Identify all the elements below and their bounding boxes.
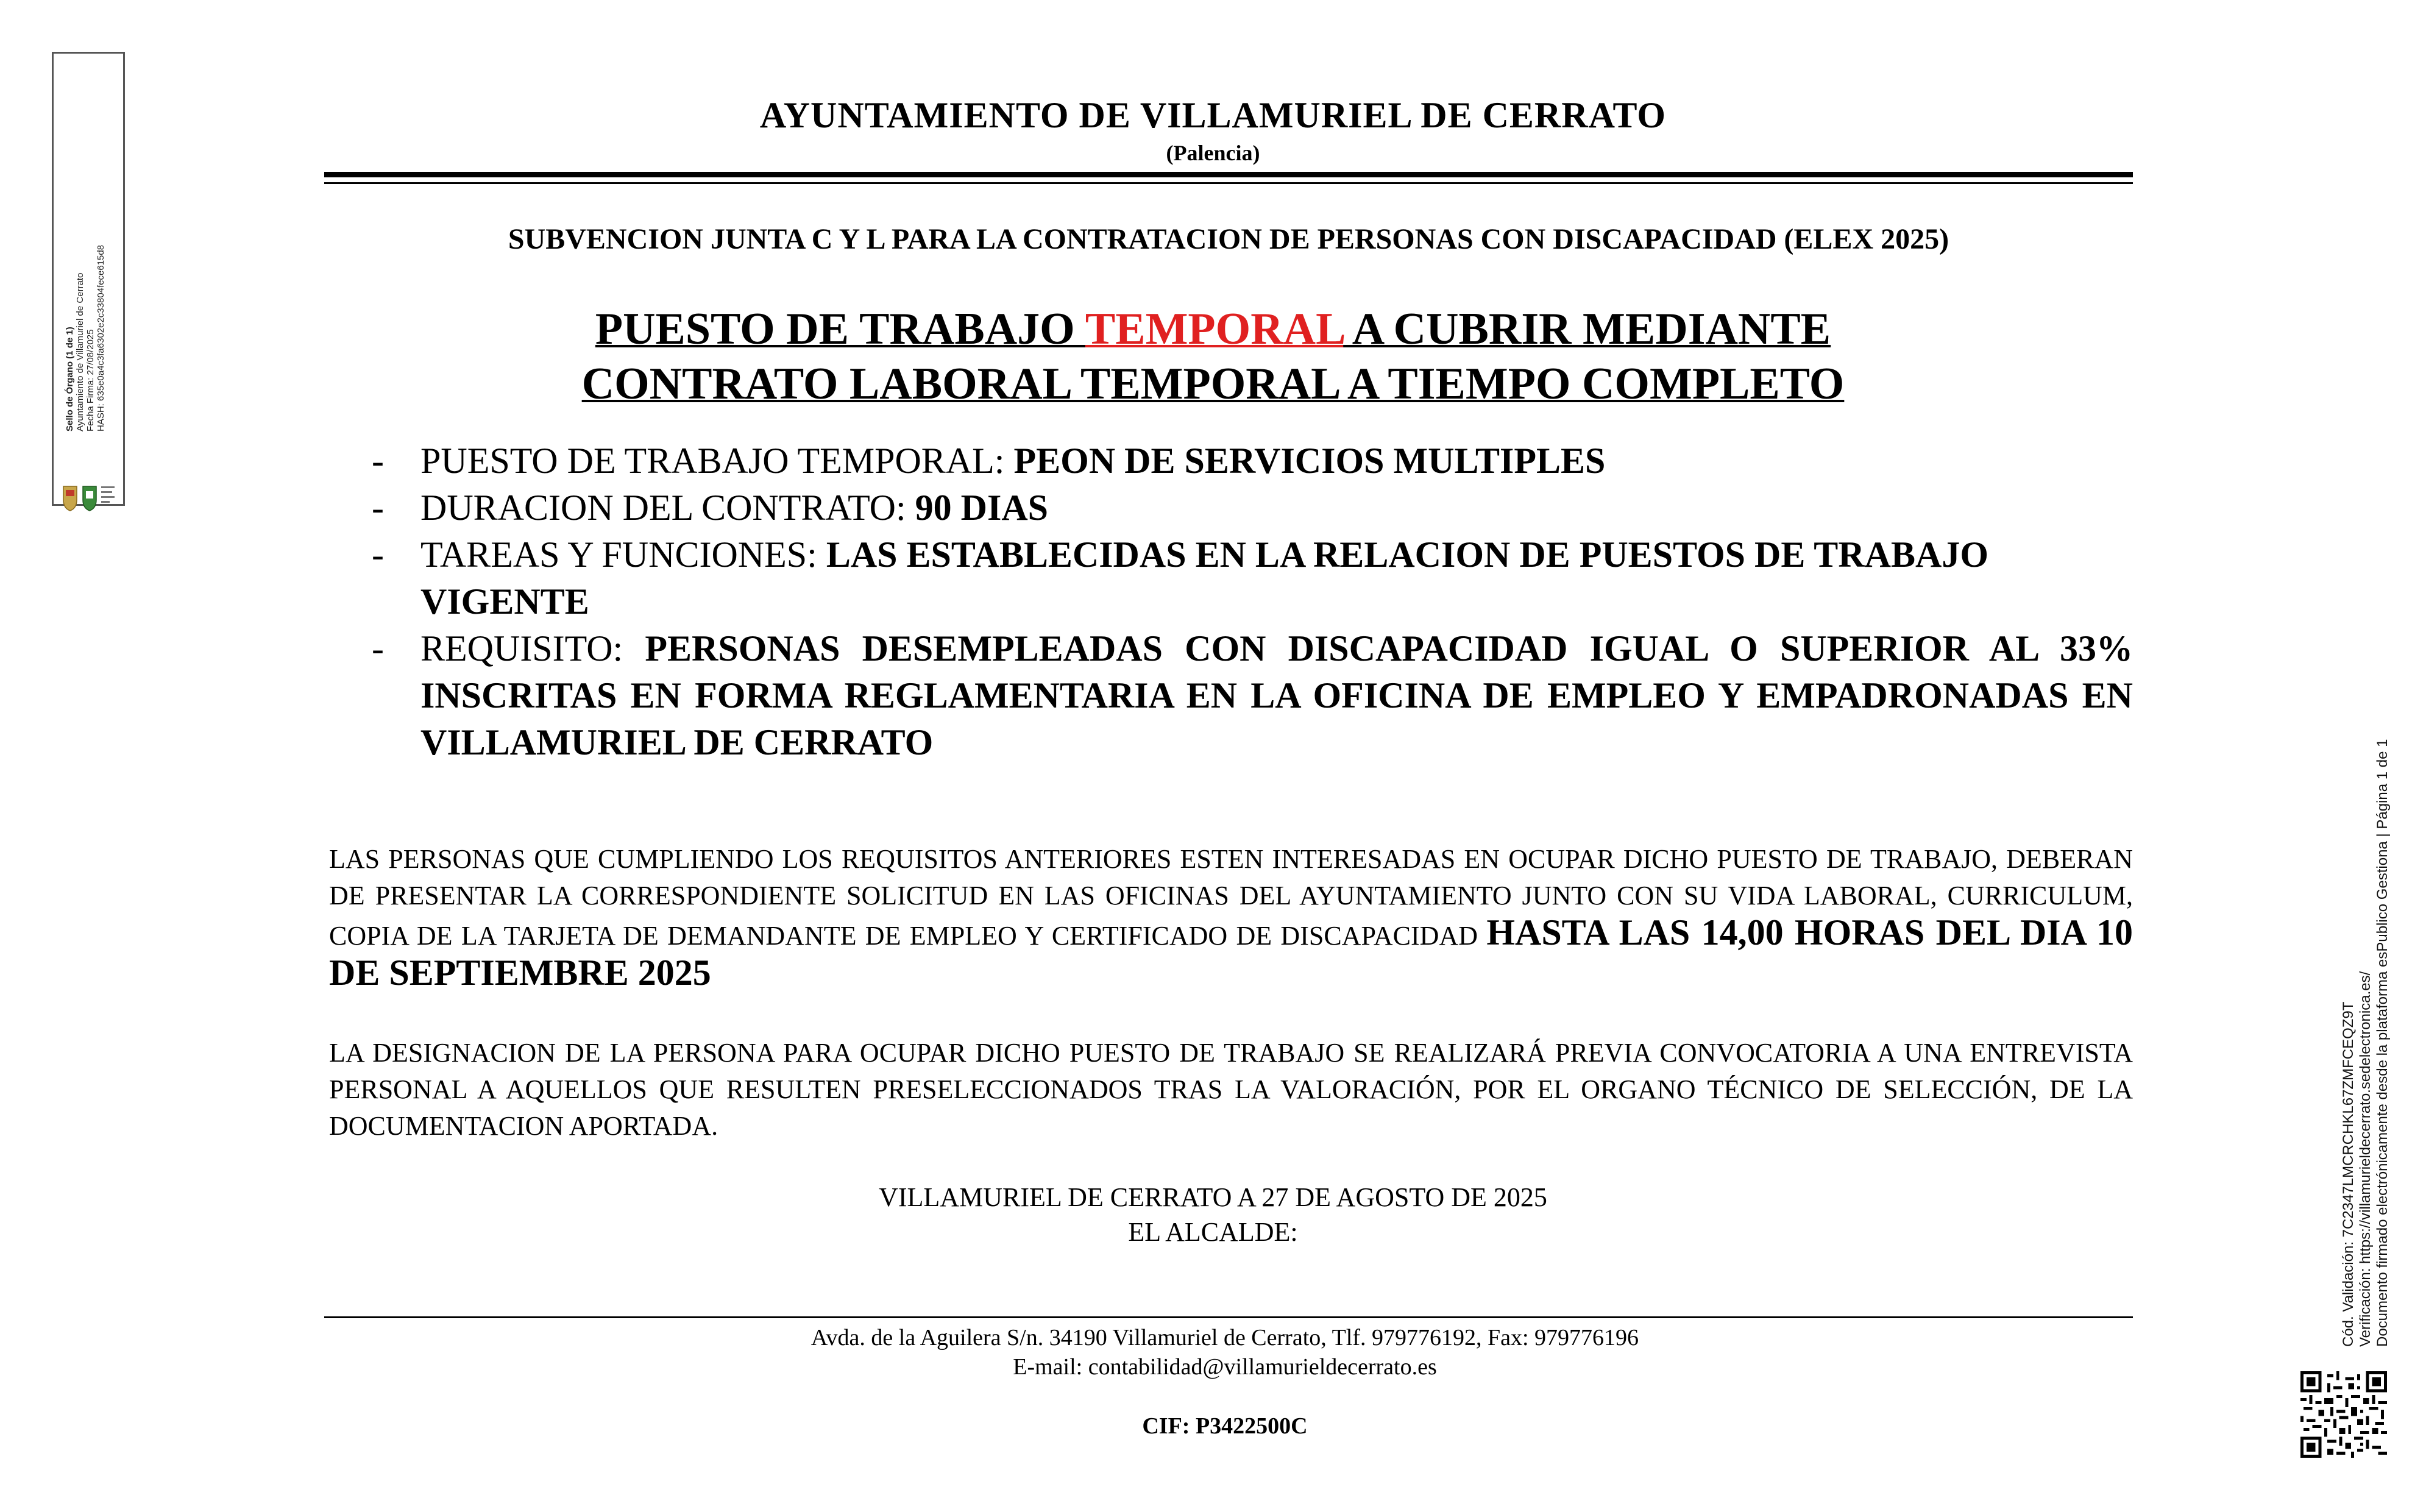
subvencion-title: SUBVENCION JUNTA C Y L PARA LA CONTRATACION DE PERSONAS CON DISCAPACIDAD (ELEX 2025)	[508, 223, 1949, 255]
header-divider-thin	[324, 182, 2133, 184]
verification-text	[2340, 707, 2391, 1347]
page-title: AYUNTAMIENTO DE VILLAMURIEL DE CERRATO	[759, 95, 1667, 135]
main-heading	[0, 302, 2426, 411]
selection-paragraph: LA DESIGNACION DE LA PERSONA PARA OCUPAR DICHO PUESTO DE TRABAJO SE REALIZARÁ PREVIA CONVOCATORIA A UNA ENTREVISTA PERSONAL A AQUELLOS QUE RESULTEN PRESELECCIONADOS TRAS LA VALORACIÓN, POR EL ORGANO TÉCNICO DE SELECCIÓN, DE LA DOCUMENTACION APORTADA.	[329, 1038, 2133, 1141]
place-date: VILLAMURIEL DE CERRATO A 27 DE AGOSTO DE 2025	[879, 1182, 1547, 1212]
page-subtitle: (Palencia)	[1166, 141, 1260, 165]
item-value: PERSONAS DESEMPLEADAS CON DISCAPACIDAD IGUAL O SUPERIOR AL 33% INSCRITAS EN FORMA REGLAMENTARIA EN LA OFICINA DE EMPLEO Y EMPADRONADAS EN VILLAMURIEL DE CERRATO	[420, 628, 2133, 762]
list-item: - PUESTO DE TRABAJO TEMPORAL: PEON DE SERVICIOS MULTIPLES	[372, 441, 1606, 481]
deadline-text: HASTA LAS 14,00 HORAS DEL DIA 10 DE SEPTIEMBRE 2025	[329, 912, 2133, 993]
heading-line1	[595, 304, 1831, 354]
footer-divider	[324, 1316, 2133, 1318]
footer-cif: CIF: P3422500C	[1142, 1413, 1308, 1439]
coat-of-arms-icon	[60, 480, 118, 517]
seal-entity: Ayuntamiento de Villamuriel de Cerrato	[75, 272, 85, 431]
heading-line1-b: A CUBRIR MEDIANTE	[1343, 304, 1831, 354]
list-item: - TAREAS Y FUNCIONES: LAS ESTABLECIDAS EN LA RELACION DE PUESTOS DE TRABAJO VIGENTE	[372, 534, 1989, 622]
job-details-list	[372, 438, 2133, 766]
verification-url: Verificación: https://villamurieldecerrato.sedelectronica.es/	[2357, 971, 2374, 1347]
item-value: LAS ESTABLECIDAS EN LA RELACION DE PUESTOS DE TRABAJO VIGENTE	[420, 534, 1989, 622]
item-label: TAREAS Y FUNCIONES:	[420, 534, 826, 575]
item-value: PEON DE SERVICIOS MULTIPLES	[1013, 441, 1606, 481]
seal-hash: HASH: 635e0a4c3fa6302e2c33804fece615d8	[96, 244, 106, 431]
footer-email: E-mail: contabilidad@villamurieldecerrato.es	[1013, 1354, 1437, 1380]
header-divider-thick	[324, 172, 2133, 177]
item-label: DURACION DEL CONTRATO:	[420, 488, 915, 528]
signer: EL ALCALDE:	[1128, 1217, 1298, 1247]
list-item: - DURACION DEL CONTRATO: 90 DIAS	[372, 488, 1049, 528]
list-item: - REQUISITO: PERSONAS DESEMPLEADAS CON DISCAPACIDAD IGUAL O SUPERIOR AL 33% INSCRITAS EN FORMA REGLAMENTARIA EN LA OFICINA DE EMPLEO Y EMPADRONADAS EN VILLAMURIEL DE CERRATO	[372, 628, 2133, 762]
seal-date: Fecha Firma: 27/08/2025	[85, 329, 96, 431]
item-value: 90 DIAS	[915, 488, 1049, 528]
application-text: LAS PERSONAS QUE CUMPLIENDO LOS REQUISITOS ANTERIORES ESTEN INTERESADAS EN OCUPAR DICHO PUESTO DE TRABAJO, DEBERAN DE PRESENTAR LA CORRESPONDIENTE SOLICITUD EN LAS OFICINAS DEL AYUNTAMIENTO JUNTO CON SU VIDA LABORAL, CURRICULUM, COPIA DE LA TARJETA DE DEMANDANTE DE EMPLEO Y CERTIFICADO DE DISCAPACIDAD	[329, 844, 2133, 951]
heading-line1-a: PUESTO DE TRABAJO	[595, 304, 1085, 354]
verification-code: Cód. Validación: 7C2347LMCRCHKL67ZMFCEQZ9T	[2340, 1001, 2357, 1347]
application-paragraph	[329, 841, 2133, 995]
heading-highlight: TEMPORAL	[1085, 304, 1344, 354]
qr-code-icon	[2300, 1371, 2387, 1458]
verification-signed: Documento firmado electrónicamente desde la plataforma esPublico Gestiona | Página 1 de 1	[2374, 739, 2391, 1347]
heading-line2: CONTRATO LABORAL TEMPORAL A TIEMPO COMPLETO	[581, 359, 1845, 409]
seal-title: Sello de Órgano (1 de 1)	[65, 327, 75, 431]
item-label: PUESTO DE TRABAJO TEMPORAL:	[420, 441, 1014, 481]
footer-address: Avda. de la Aguilera S/n. 34190 Villamuriel de Cerrato, Tlf. 979776192, Fax: 979776196	[810, 1325, 1639, 1351]
item-label: REQUISITO:	[420, 628, 645, 669]
